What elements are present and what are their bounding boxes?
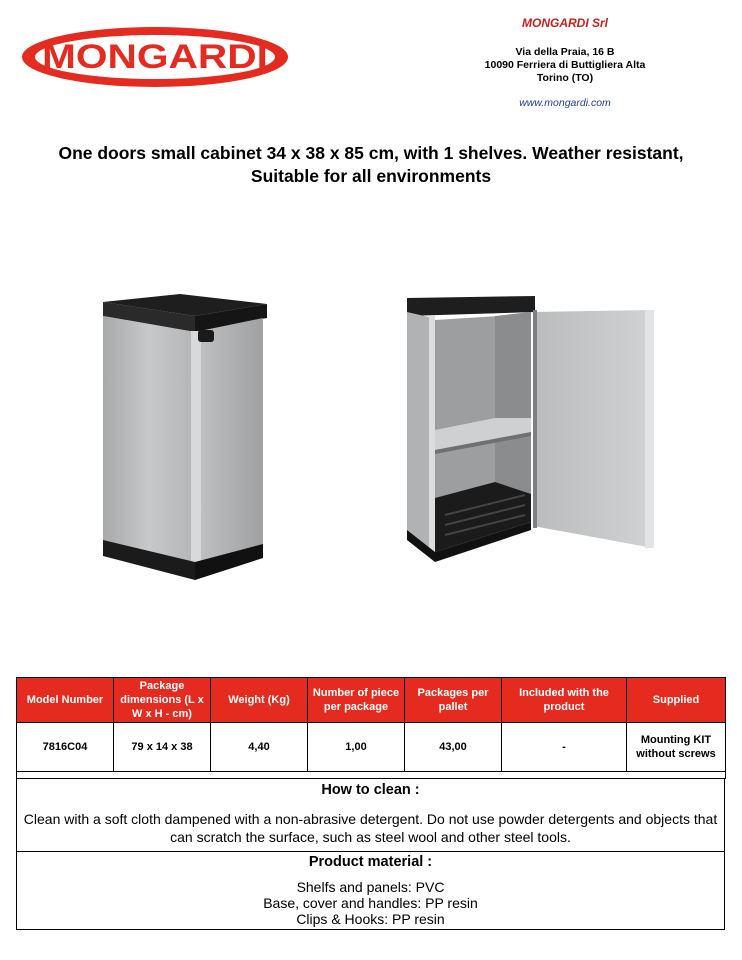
header-supplied: Supplied: [627, 678, 726, 723]
header-package-dimensions: Package dimensions (L x W x H - cm): [114, 678, 211, 723]
product-title: [20, 142, 722, 188]
section-divider: [17, 851, 724, 852]
header-weight: Weight (Kg): [211, 678, 308, 723]
how-to-clean-title: How to clean :: [321, 782, 420, 798]
cell-package-dimensions: 79 x 14 x 38: [114, 723, 211, 772]
product-material-title: Product material :: [308, 854, 433, 870]
title-line-1: One doors small cabinet 34 x 38 x 85 cm, with 1 shelves. Weather resistant,: [58, 143, 684, 163]
cell-packages-per-pallet: 43,00: [405, 723, 502, 772]
company-block: [460, 16, 670, 109]
product-material-list: [17, 879, 724, 927]
cell-supplied: Mounting KIT without screws: [627, 723, 726, 772]
material-item: Base, cover and handles: PP resin: [263, 895, 478, 911]
cell-included: -: [502, 723, 627, 772]
spec-table: [16, 677, 726, 779]
company-name: MONGARDI Srl: [521, 16, 608, 30]
logo-text: MONGARDI: [42, 38, 268, 76]
cabinet-closed-image: [95, 290, 275, 590]
cell-pieces-per-package: 1,00: [308, 723, 405, 772]
table-header-row: [17, 678, 726, 723]
table-spacer-row: [17, 772, 726, 779]
cell-model-number: 7816C04: [17, 723, 114, 772]
website-link[interactable]: www.mongardi.com: [519, 97, 611, 109]
company-address: [460, 46, 670, 85]
address-line: Torino (TO): [536, 72, 594, 84]
info-box: [16, 779, 725, 930]
material-item: Shelfs and panels: PVC: [296, 879, 445, 895]
material-item: Clips & Hooks: PP resin: [296, 911, 445, 927]
header-included: Included with the product: [502, 678, 627, 723]
how-to-clean-text: Clean with a soft cloth dampened with a non-abrasive detergent. Do not use powder detergents and objects that can scratch the surface, such as steel wool and other steel tools.: [23, 811, 718, 845]
header-packages-per-pallet: Packages per pallet: [405, 678, 502, 723]
title-line-2: Suitable for all environments: [250, 166, 492, 186]
address-line: Via della Praia, 16 B: [515, 46, 615, 58]
header-pieces-per-package: Number of piece per package: [308, 678, 405, 723]
mongardi-logo: [20, 22, 290, 92]
table-row: [17, 723, 726, 772]
header-model-number: Model Number: [17, 678, 114, 723]
cabinet-open-image: [395, 290, 665, 570]
address-line: 10090 Ferriera di Buttigliera Alta: [484, 59, 646, 71]
spacer-cell: [17, 772, 726, 779]
cell-weight: 4,40: [211, 723, 308, 772]
